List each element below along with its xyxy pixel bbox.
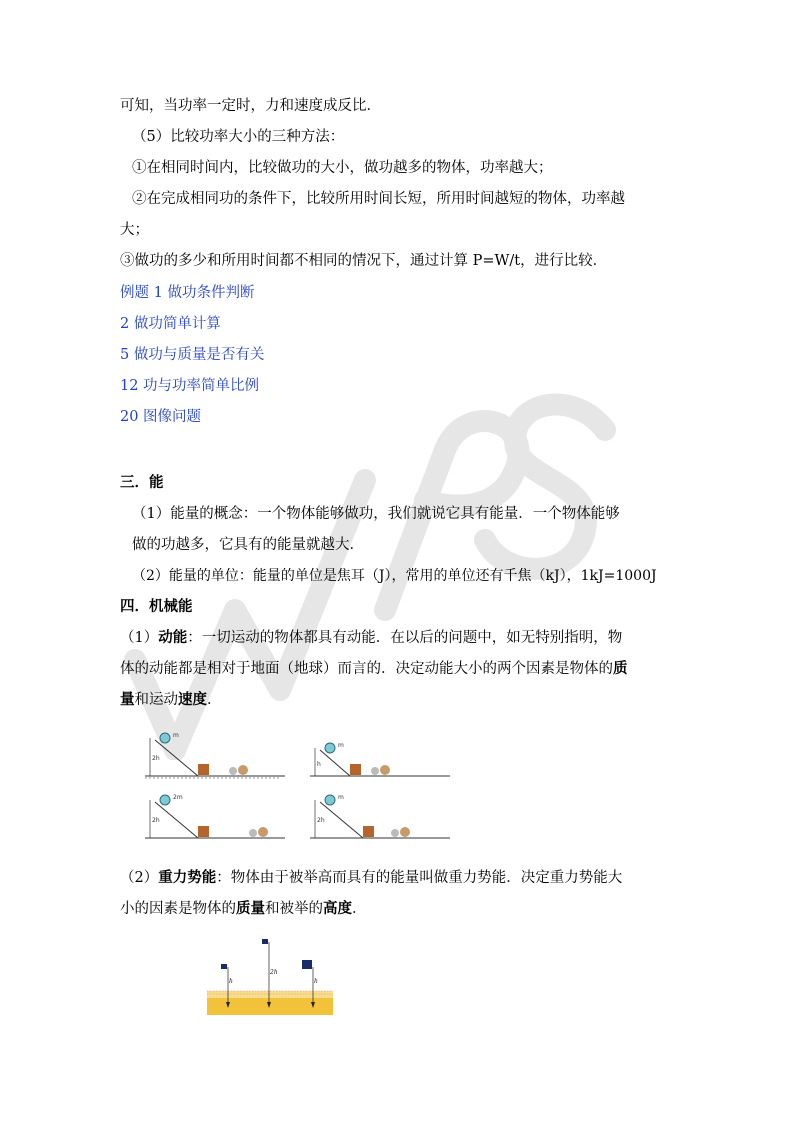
potential-line2-bold1: 质量 (236, 900, 265, 917)
ke-panel-4 (310, 794, 450, 838)
svg-text:2h: 2h (152, 755, 160, 762)
kinetic-line1-rest: ：一切运动的物体都具有动能．在以后的问题中，如无特别指明，物 (187, 630, 623, 646)
text-energy-concept: （1）能量的概念：一个物体能够做功，我们就说它具有能量．一个物体能够 (132, 506, 620, 522)
text-kinetic-line-2 (120, 660, 628, 678)
kinetic-line2-bold: 质 (613, 660, 628, 677)
text-potential-line-1 (120, 869, 622, 887)
heading-energy: 三．能 (120, 474, 164, 491)
svg-text:2h: 2h (152, 817, 160, 824)
kinetic-line2-a: 体的动能都是相对于地面（地球）而言的．决定动能大小的两个因素是物体的 (120, 661, 613, 677)
kinetic-line3-bold1: 量 (120, 691, 135, 708)
svg-text:2m: 2m (173, 794, 183, 801)
potential-line1-rest: ：物体由于被举高而具有的能量叫做重力势能．决定重力势能大 (216, 870, 623, 886)
svg-text:m: m (338, 794, 344, 801)
svg-text:m: m (338, 742, 344, 749)
ke-panel-3 (145, 794, 285, 838)
text-method-2-cont: 大； (120, 222, 149, 238)
text-energy-unit: （2）能量的单位：能量的单位是焦耳（J），常用的单位还有千焦（kJ），1kJ=1000J (132, 568, 657, 584)
link-example-2[interactable]: 2 做功简单计算 (120, 316, 221, 332)
kinetic-term: 动能 (158, 629, 188, 646)
text-method-1: ①在相同时间内，比较做功的大小，做功越多的物体，功率越大； (132, 160, 553, 176)
potential-term: 重力势能 (158, 869, 217, 886)
text-kinetic-line-3 (120, 691, 222, 709)
text-kinetic-line-1 (120, 629, 622, 647)
svg-text:h: h (317, 761, 321, 768)
potential-line2-a: 小的因素是物体的 (120, 901, 236, 917)
potential-line2-mid: 和被举的 (265, 901, 323, 917)
svg-text:m: m (173, 732, 179, 739)
link-example-1[interactable]: 例题 1 做功条件判断 (120, 285, 255, 301)
text-method-2: ②在完成相同功的条件下，比较所用时间长短，所用时间越短的物体，功率越 (132, 191, 625, 207)
svg-text:2h: 2h (317, 817, 325, 824)
text-energy-concept-cont: 做的功越多，它具有的能量就越大． (132, 537, 364, 553)
ke-panel-1 (145, 732, 285, 778)
kinetic-line3-mid: 和运动 (134, 692, 178, 708)
text-compare-methods: （5）比较功率大小的三种方法： (132, 129, 345, 145)
kinetic-prefix: （1） (120, 630, 159, 646)
kinetic-line3-end: ． (207, 692, 222, 708)
kinetic-line3-bold2: 速度 (178, 691, 207, 708)
potential-line2-bold2: 高度 (323, 900, 352, 917)
heading-mechanical-energy: 四．机械能 (120, 598, 193, 615)
svg-text:2h: 2h (270, 969, 278, 976)
link-example-20[interactable]: 20 图像问题 (120, 409, 202, 425)
text-power-inverse: 可知，当功率一定时，力和速度成反比． (120, 98, 381, 114)
potential-line2-end: ． (352, 901, 367, 917)
link-example-5[interactable]: 5 做功与质量是否有关 (120, 347, 265, 363)
potential-energy-figure (207, 936, 333, 1016)
potential-prefix: （2） (120, 870, 159, 886)
svg-text:h: h (314, 978, 318, 985)
svg-text:h: h (229, 978, 233, 985)
text-method-3: ③做功的多少和所用时间都不相同的情况下，通过计算 P=W/t，进行比较． (120, 253, 608, 269)
text-potential-line-2 (120, 900, 367, 918)
link-example-12[interactable]: 12 功与功率简单比例 (120, 378, 260, 394)
kinetic-energy-figure (140, 728, 450, 848)
ke-panel-2 (310, 742, 450, 776)
